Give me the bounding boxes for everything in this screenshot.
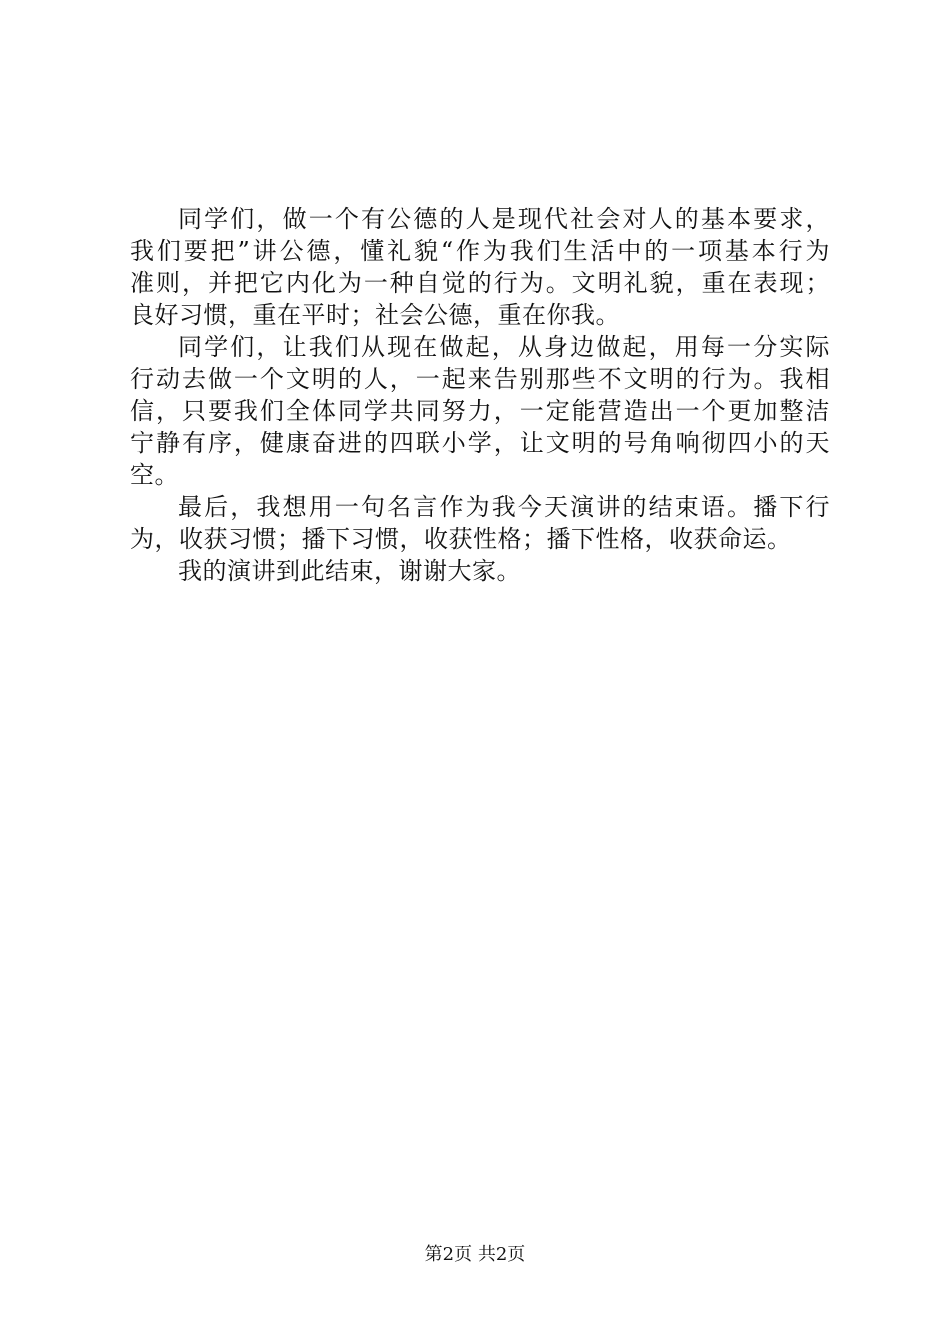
paragraph-1-line-1: 同学们，做一个有公德的人是现代社会对人的基本要求， — [178, 205, 830, 233]
paragraph-2-line-5: 空。 — [130, 461, 179, 489]
paragraph-3-line-2: 为，收获习惯；播下习惯，收获性格；播下性格，收获命运。 — [130, 525, 792, 553]
document-body — [130, 203, 830, 587]
paragraph-2-line-2: 行动去做一个文明的人，一起来告别那些不文明的行为。我相 — [130, 365, 830, 393]
page-footer — [0, 1244, 950, 1266]
paragraph-4 — [130, 555, 830, 587]
paragraph-2-line-4: 宁静有序，健康奋进的四联小学，让文明的号角响彻四小的天 — [130, 429, 830, 457]
paragraph-1-line-2: 我们要把”讲公德，懂礼貌“作为我们生活中的一项基本行为 — [130, 237, 830, 265]
paragraph-2 — [130, 331, 830, 491]
paragraph-1-line-4: 良好习惯，重在平时；社会公德，重在你我。 — [130, 301, 620, 329]
paragraph-4-line-1: 我的演讲到此结束，谢谢大家。 — [178, 557, 521, 585]
paragraph-1 — [130, 203, 830, 331]
paragraph-1-line-3: 准则，并把它内化为一种自觉的行为。文明礼貌，重在表现； — [130, 269, 830, 297]
page-number-label: 第2页 共2页 — [424, 1244, 526, 1265]
paragraph-2-line-1: 同学们，让我们从现在做起，从身边做起，用每一分实际 — [178, 333, 830, 361]
paragraph-3 — [130, 491, 830, 555]
paragraph-2-line-3: 信，只要我们全体同学共同努力，一定能营造出一个更加整洁 — [130, 397, 830, 425]
paragraph-3-line-1: 最后，我想用一句名言作为我今天演讲的结束语。播下行 — [178, 493, 830, 521]
